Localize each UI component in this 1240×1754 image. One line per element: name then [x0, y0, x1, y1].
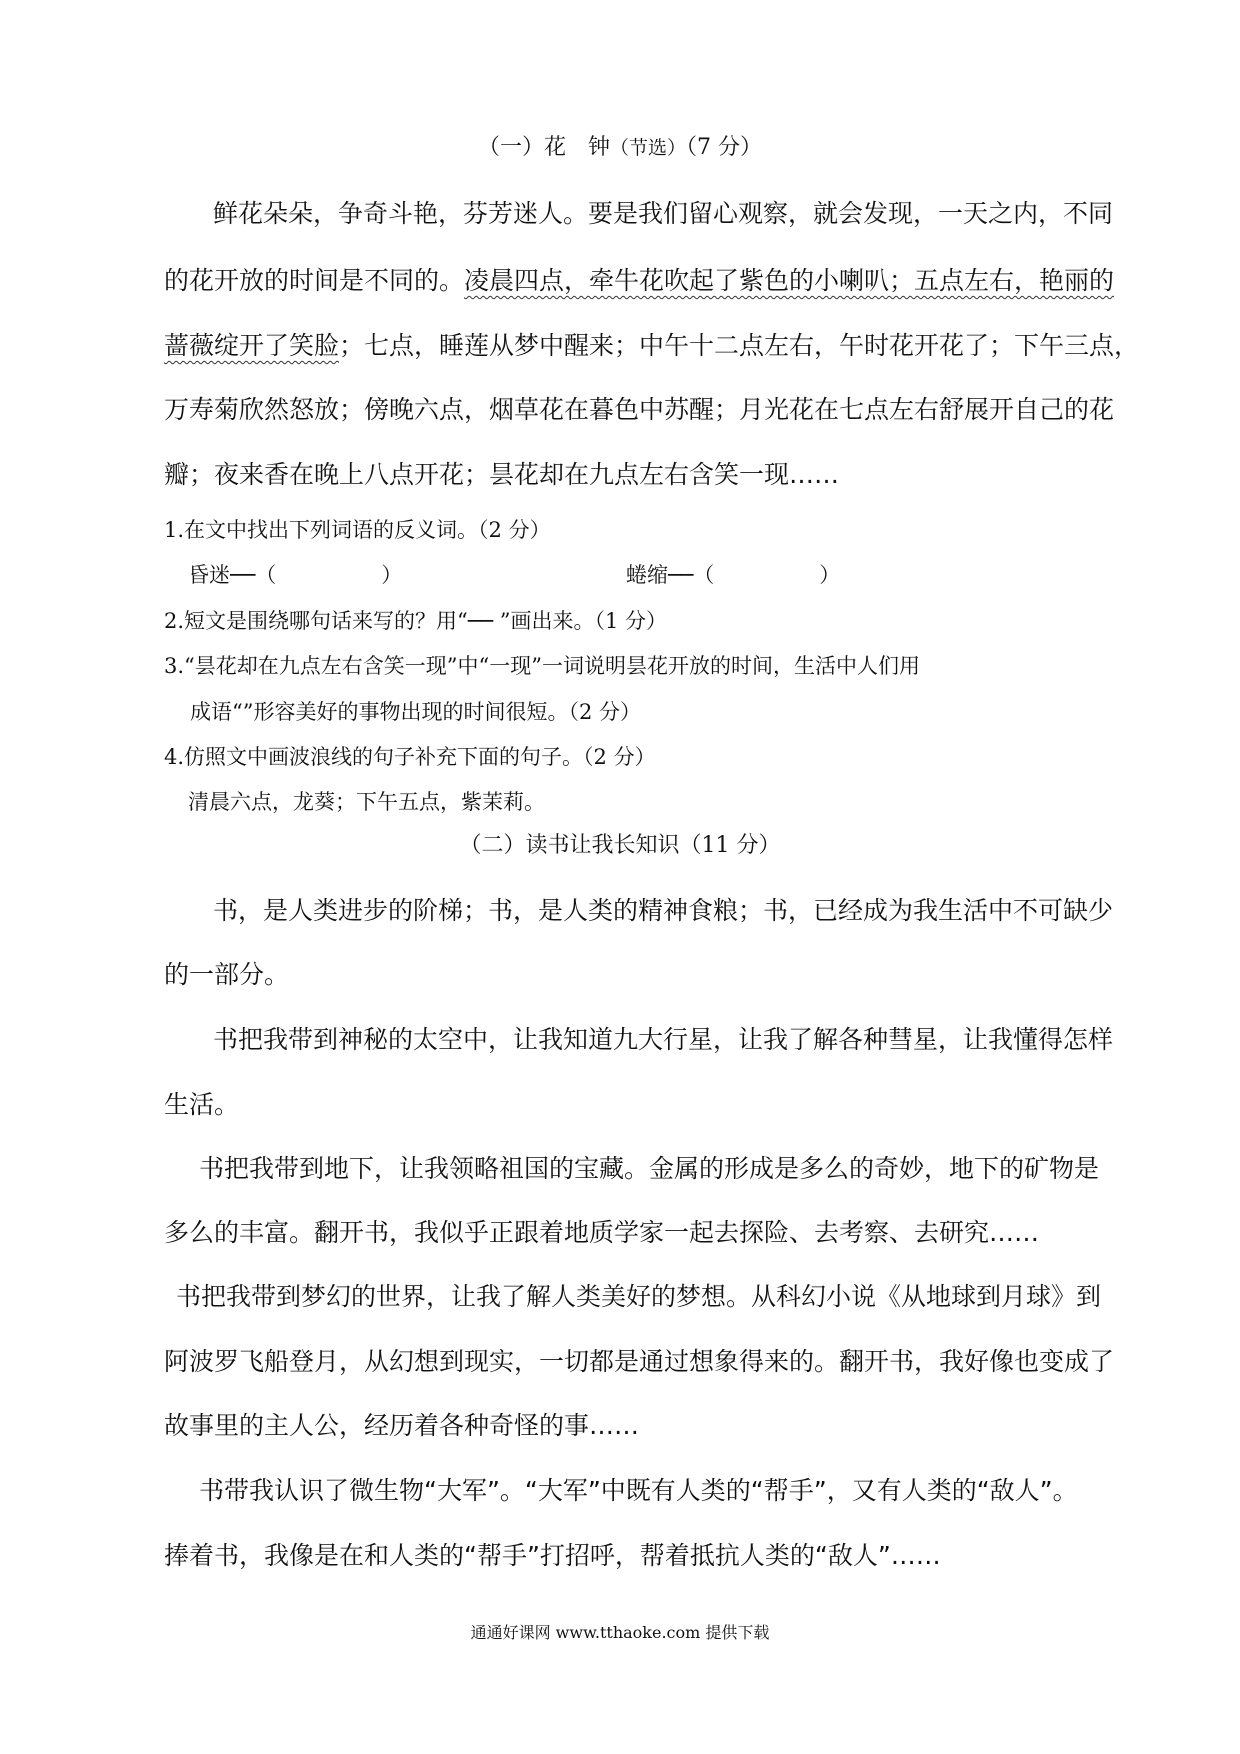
passage-line-4: 万寿菊欣然怒放；傍晚六点，烟草花在暮色中苏醒；月光花在七点左右舒展开自己的花 [164, 395, 1115, 424]
reading-p4-line-3: 故事里的主人公，经历着各种奇怪的事…… [164, 1411, 640, 1440]
question-3-line-1: 3.“昙花却在九点左右含笑一现”中“一现”一词说明昙花开放的时间，生活中人们用 [164, 654, 920, 678]
question-1: 1.在文中找出下列词语的反义词。（2 分） [164, 518, 551, 542]
passage-line-2-plain: 的花开放的时间是不同的。 [164, 266, 465, 295]
reading-p5-line-2: 捧着书，我像是在和人类的“帮手”打招呼，帮着抵抗人类的“敌人”…… [164, 1541, 941, 1570]
reading-p4-line-1: 书把我带到梦幻的世界，让我了解人类美好的梦想。从科幻小说《从地球到月球》到 [176, 1282, 1102, 1311]
section-2-title: （二）读书让我长知识（11 分） [459, 833, 781, 858]
page-footer: 通通好课网 www.tthaoke.com 提供下载 [470, 1623, 770, 1642]
reading-p3-line-1: 书把我带到地下，让我领略祖国的宝藏。金属的形成是多么的奇妙，地下的矿物是 [199, 1154, 1100, 1183]
passage-line-3 [164, 333, 1139, 358]
wavy-underlined-sentence: 凌晨四点，牵牛花吹起了紫色的小喇叭；五点左右，艳丽的 [464, 266, 1115, 295]
reading-p4-line-2: 阿波罗飞船登月，从幻想到现实，一切都是通过想象得来的。翻开书，我好像也变成了 [164, 1347, 1115, 1376]
reading-p2-line-2: 生活。 [164, 1090, 240, 1119]
passage-line-1: 鲜花朵朵，争奇斗艳，芬芳迷人。要是我们留心观察，就会发现，一天之内，不同 [213, 199, 1114, 228]
question-2: 2.短文是围绕哪句话来写的？用“── ”画出来。（1 分） [164, 609, 668, 633]
reading-p1-line-1: 书，是人类进步的阶梯；书，是人类的精神食粮；书，已经成为我生活中不可缺少 [213, 896, 1114, 925]
passage-line-3-plain: ；七点，睡莲从梦中醒来；中午十二点左右，午时花开花了；下午三点， [339, 331, 1140, 360]
passage-line-5: 瓣；夜来香在晚上八点开花；昙花却在九点左右含笑一现…… [164, 460, 840, 489]
wavy-underlined-sentence-end: 蔷薇绽开了笑脸 [164, 331, 340, 360]
section-1-title [0, 137, 1240, 159]
section-1-title-score: （7 分） [686, 135, 763, 160]
section-1-title-excerpt-note: （节选） [610, 137, 687, 159]
section-1-title-main: （一）花 钟 [477, 135, 610, 160]
question-3-line-2: 成语“”形容美好的事物出现的时间很短。（2 分） [190, 700, 642, 724]
question-4: 4.仿照文中画波浪线的句子补充下面的句子。（2 分） [164, 745, 656, 769]
reading-p5-line-1: 书带我认识了微生物“大军”。“大军”中既有人类的“帮手”，又有人类的“敌人”。 [199, 1476, 1078, 1505]
passage-line-2 [164, 268, 1114, 293]
reading-p2-line-1: 书把我带到神秘的太空中，让我知道九大行星，让我了解各种彗星，让我懂得怎样 [213, 1025, 1114, 1054]
reading-p3-line-2: 多么的丰富。翻开书，我似乎正跟着地质学家一起去探险、去考察、去研究…… [164, 1218, 1040, 1247]
question-4-prompt: 清晨六点，龙葵；下午五点，紫茉莉。 [188, 790, 545, 814]
question-1-blank-left: 昏迷──（ ） [188, 563, 403, 587]
question-1-blank-right: 蜷缩──（ ） [626, 563, 841, 587]
reading-p1-line-2: 的一部分。 [164, 960, 290, 989]
